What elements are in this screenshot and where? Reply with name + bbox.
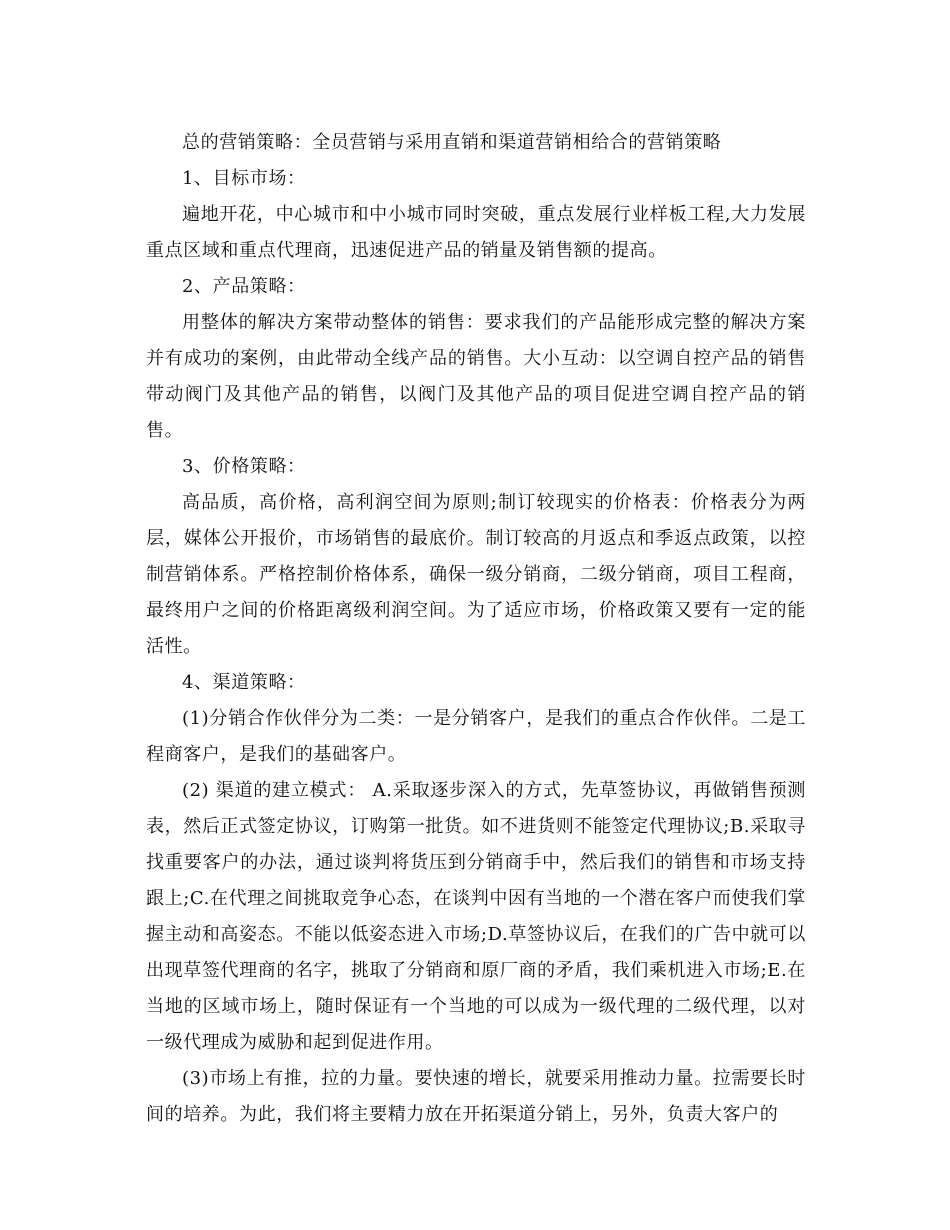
paragraph-price-strategy: 高品质，高价格，高利润空间为原则;制订较现实的价格表：价格表分为两层，媒体公开报价，市场销售的最底价。制订较高的月返点和季返点政策，以控制营销体系。严格控制价格体系，确保一级分销商，二级分销商，项目工程商，最终用户之间的价格距离级利润空间。为了适应市场，价格政策又要有一定的能活性。 <box>146 492 806 657</box>
paragraph-product-strategy: 用整体的解决方案带动整体的销售：要求我们的产品能形成完整的解决方案并有成功的案例，由此带动全线产品的销售。大小互动：以空调自控产品的销售带动阀门及其他产品的销售，以阀门及其他产品的项目促进空调自控产品的销售。 <box>146 312 806 441</box>
paragraph-channel-partners: (1)分销合作伙伴分为二类：一是分销客户，是我们的重点合作伙伴。二是工程商客户，是我们的基础客户。 <box>146 708 806 765</box>
paragraph-push-pull: (3)市场上有推，拉的力量。要快速的增长，就要采用推动力量。拉需要长时间的培养。为此，我们将主要精力放在开拓渠道分销上，另外，负责大客户的 <box>146 1068 806 1125</box>
heading-price-strategy: 3、价格策略： <box>182 456 306 477</box>
heading-target-market: 1、目标市场： <box>182 168 306 189</box>
heading-channel-strategy: 4、渠道策略： <box>182 672 306 693</box>
document-body <box>146 125 806 1133</box>
heading-product-strategy: 2、产品策略： <box>182 276 306 297</box>
paragraph-channel-model: (2) 渠道的建立模式： A.采取逐步深入的方式，先草签协议，再做销售预测表，然后正式签定协议，订购第一批货。如不进货则不能签定代理协议;B.采取寻找重要客户的办法，通过谈判将货压到分销商手中，然后我们的销售和市场支持跟上;C.在代理之间挑取竞争心态，在谈判中因有当地的一个潜在客户而使我们掌握主动和高姿态。不能以低姿态进入市场;D.草签协议后，在我们的广告中就可以出现草签代理商的名字，挑取了分销商和原厂商的矛盾，我们乘机进入市场;E.在当地的区域市场上，随时保证有一个当地的可以成为一级代理的二级代理，以对一级代理成为威胁和起到促进作用。 <box>146 780 806 1053</box>
paragraph-overall-strategy: 总的营销策略：全员营销与采用直销和渠道营销相给合的营销策略 <box>182 132 722 153</box>
paragraph-target-market: 遍地开花，中心城市和中小城市同时突破，重点发展行业样板工程,大力发展重点区域和重点代理商，迅速促进产品的销量及销售额的提高。 <box>146 204 806 261</box>
